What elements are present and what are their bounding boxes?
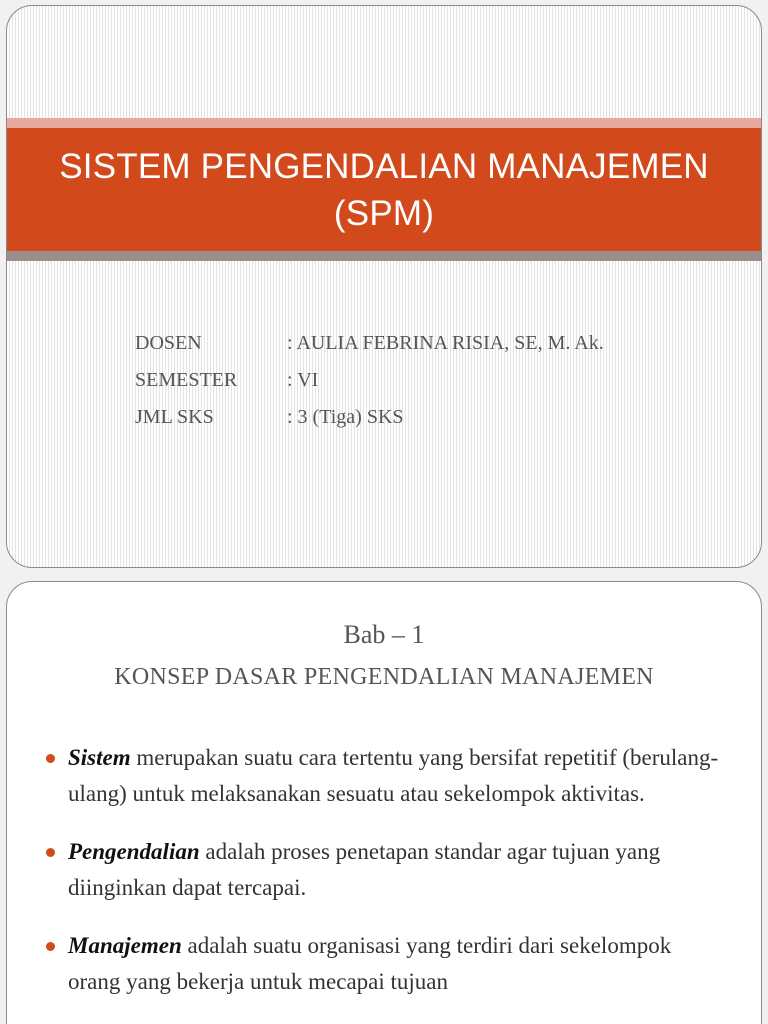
list-item [44, 740, 724, 812]
course-info [135, 328, 604, 439]
definition-text: merupakan suatu cara tertentu yang bersifat repetitif (berulang-ulang) untuk melaksanakan sesuatu atau sekelompok aktivitas. [68, 745, 719, 806]
title-stripe-bottom [7, 251, 761, 261]
title-slide [6, 5, 762, 568]
list-item [44, 928, 724, 1000]
chapter-heading: Bab – 1 [343, 620, 425, 649]
info-value: : VI [287, 369, 319, 391]
info-label: SEMESTER [135, 369, 238, 391]
chapter-subheading: KONSEP DASAR PENGENDALIAN MANAJEMEN [114, 664, 654, 690]
definition-text: adalah suatu organisasi yang terdiri dari sekelompok orang yang bekerja untuk mecapai tujuan [68, 933, 672, 994]
definition-term: Sistem [68, 745, 131, 770]
bullet-icon [46, 942, 55, 951]
info-row-dosen [135, 328, 604, 365]
list-item [44, 834, 724, 906]
slide-title-line-2: (SPM) [333, 193, 435, 233]
title-band [7, 128, 761, 251]
bullet-icon [46, 848, 55, 857]
info-row-semester [135, 365, 604, 402]
definition-text: adalah proses penetapan standar agar tujuan yang diinginkan dapat tercapai. [68, 839, 661, 900]
info-label: JML SKS [135, 406, 214, 428]
bullet-icon [46, 754, 55, 763]
definition-list [44, 740, 724, 1022]
info-row-sks [135, 402, 604, 439]
content-slide [6, 581, 762, 1024]
definition-term: Manajemen [68, 933, 182, 958]
info-value: : 3 (Tiga) SKS [287, 406, 404, 428]
info-label: DOSEN [135, 332, 202, 354]
definition-term: Pengendalian [68, 839, 200, 864]
title-stripe-top [7, 118, 761, 128]
slide-title-line-1: SISTEM PENGENDALIAN MANAJEMEN [59, 146, 709, 186]
info-value: : AULIA FEBRINA RISIA, SE, M. Ak. [287, 332, 604, 354]
